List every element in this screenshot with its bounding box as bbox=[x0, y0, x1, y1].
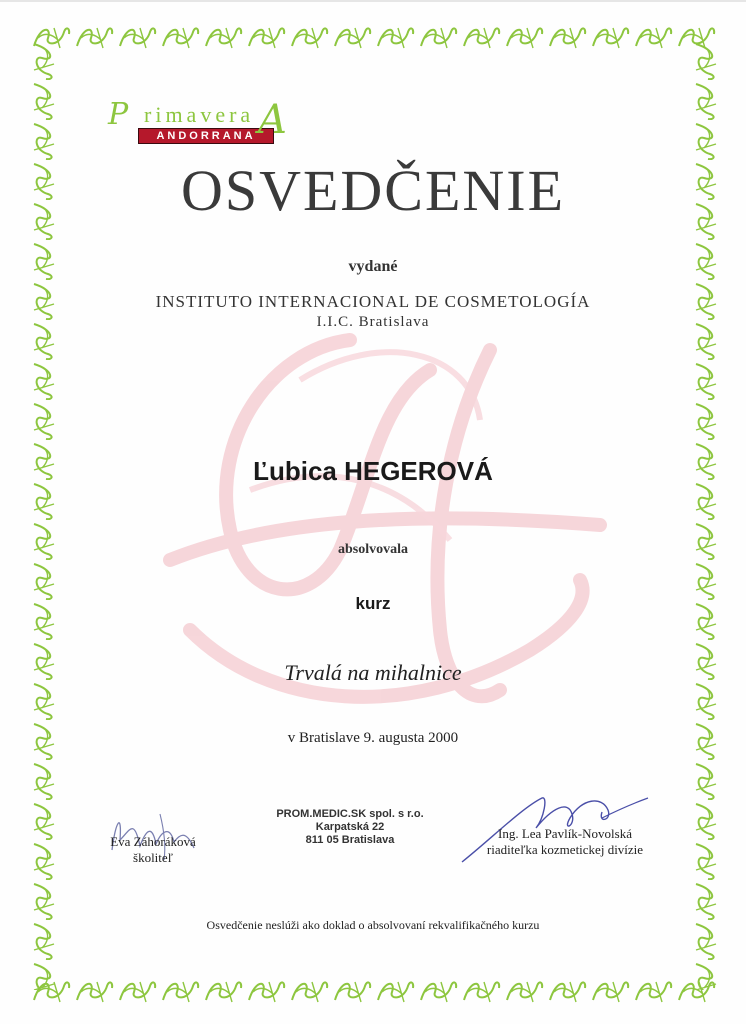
right-signatory bbox=[470, 826, 660, 858]
left-signatory bbox=[98, 834, 208, 866]
ornamental-border-top bbox=[30, 22, 718, 52]
right-signatory-role: riaditeľka kozmetickej divízie bbox=[486, 842, 644, 857]
right-signatory-name: Ing. Lea Pavlík-Novolská bbox=[498, 826, 632, 841]
course-name: Trvalá na mihalnice bbox=[284, 660, 462, 685]
scan-edge bbox=[0, 0, 746, 2]
institute-branch: I.I.C. Bratislava bbox=[316, 314, 430, 330]
logo-script-initial: P bbox=[108, 97, 130, 132]
issued-by-label: vydané bbox=[348, 258, 398, 275]
place-date: v Bratislave 9. augusta 2000 bbox=[287, 730, 459, 746]
course-label: kurz bbox=[355, 594, 391, 613]
primavera-andorrana-logo bbox=[108, 97, 298, 152]
completed-label: absolvovala bbox=[337, 542, 408, 557]
certificate-title: OSVEDČENIE bbox=[180, 158, 566, 223]
logo-band: ANDORRANA bbox=[138, 128, 274, 144]
logo-monogram: A bbox=[258, 97, 287, 143]
stamp-city: 811 05 Bratislava bbox=[305, 834, 395, 846]
logo-wordmark: rimavera bbox=[144, 102, 255, 127]
left-signatory-name: Eva Záhoráková bbox=[110, 834, 196, 849]
ornamental-border-bottom bbox=[30, 976, 718, 1006]
disclaimer: Osvedčenie neslúži ako doklad o absolvovaní rekvalifikačného kurzu bbox=[206, 918, 540, 932]
company-stamp bbox=[255, 808, 445, 847]
recipient-name: Ľubica HEGEROVÁ bbox=[253, 456, 493, 486]
institute-name: INSTITUTO INTERNACIONAL DE COSMETOLOGÍA bbox=[155, 292, 591, 311]
stamp-street: Karpatská 22 bbox=[315, 821, 385, 833]
left-signatory-role: školiteľ bbox=[133, 850, 173, 865]
stamp-company: PROM.MEDIC.SK spol. s r.o. bbox=[276, 808, 424, 820]
